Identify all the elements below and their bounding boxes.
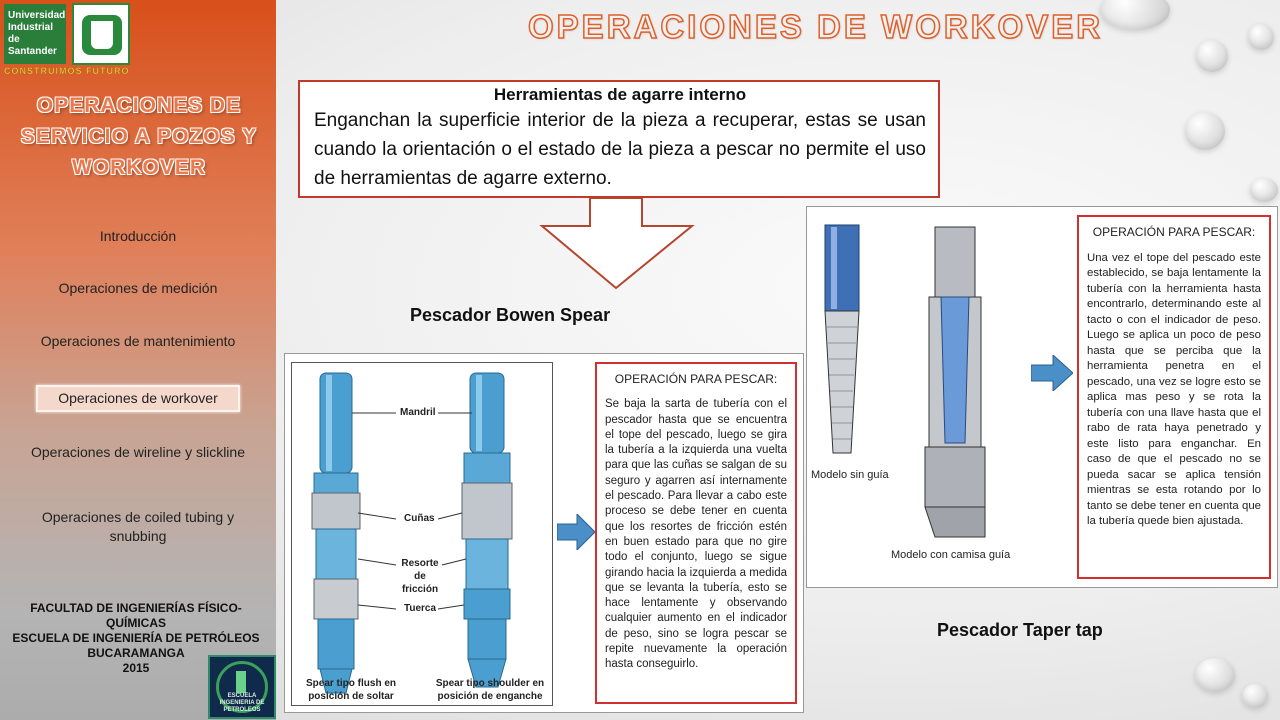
nav-item-introduccion[interactable]: Introducción	[99, 228, 177, 244]
bowen-spear-figure	[284, 353, 804, 713]
intro-heading: Herramientas de agarre interno	[493, 85, 747, 104]
water-drop	[1195, 658, 1235, 692]
nav-item-wireline[interactable]: Operaciones de wireline y slickline	[31, 444, 245, 460]
water-drop	[1185, 112, 1225, 150]
course-title: OPERACIONES DE SERVICIO A POZOS Y WORKOVER	[20, 94, 258, 179]
taper-caption: Pescador Taper tap	[937, 620, 1103, 640]
taper-tap-figure	[806, 206, 1278, 588]
tag-spear-flush: Spear tipo flush en posición de soltar	[305, 678, 396, 702]
label-modelo-con-camisa: Modelo con camisa guía	[891, 549, 1011, 561]
school-logo-text: ESCUELA INGENIERIA DE PETROLEOS	[219, 693, 265, 713]
bowen-caption: Pescador Bowen Spear	[410, 305, 611, 325]
spear-shoulder-tool	[462, 373, 512, 687]
taper-tap-illustration	[817, 217, 1007, 567]
university-emblem-icon	[72, 3, 130, 65]
intro-text: Enganchan la superficie interior de la pieza a recuperar, estas se usan cuando la orientación o el estado de la pieza a pescar no permite el uso de herramientas de agarre externo.	[314, 110, 926, 189]
label-tuerca: Tuerca	[404, 603, 437, 614]
nav-item-medicion[interactable]: Operaciones de medición	[58, 280, 218, 296]
taper-operation-box	[1077, 215, 1271, 579]
university-motto: CONSTRUIMOS FUTURO	[4, 66, 130, 76]
taper-operation-title: OPERACIÓN PARA PESCAR:	[1092, 225, 1256, 239]
bowen-operation-title: OPERACIÓN PARA PESCAR:	[614, 372, 778, 386]
taper-tap-no-guide	[825, 225, 859, 453]
sidebar	[0, 0, 276, 720]
bowen-operation-box	[595, 362, 797, 704]
nav-item-coiled-tubing[interactable]: Operaciones de coiled tubing y snubbing	[41, 509, 235, 544]
taper-operation-text: Una vez el tope del pescado este establecido, se baja lentamente la tubería con la herramienta hasta encontrarlo, determinando este al tacto o con el indicador de peso. Luego se aplica un poco de peso hasta que se perciba que la herramienta penetra en el pescado, una vez se logre esto se aplica mas peso y se rota la tubería con una llave hasta que el rabo de rata haya penetrado y este listo para enganchar. En caso de que el pescado no se pueda sacar se aplica tensión mientras se esta rotando por lo tanto se debe tener en cuenta que la tubería quede bien ajustada.	[1087, 251, 1261, 527]
water-drop	[1196, 40, 1228, 72]
right-arrow-icon	[1031, 355, 1073, 391]
university-name: Universidad Industrial de Santander	[8, 10, 66, 57]
label-resorte: Resorte de fricción	[401, 558, 439, 595]
tag-spear-shoulder: Spear tipo shoulder en posición de enganche	[435, 678, 545, 702]
intro-box	[298, 80, 940, 198]
slide-title: OPERACIONES DE WORKOVER	[528, 8, 1104, 45]
nav-item-workover[interactable]: Operaciones de workover	[36, 385, 240, 412]
nav-item-mantenimiento[interactable]: Operaciones de mantenimiento	[40, 333, 236, 349]
water-drop	[1248, 24, 1274, 50]
right-arrow-icon	[557, 514, 595, 550]
water-drop	[1242, 684, 1268, 708]
taper-tap-with-guide	[925, 227, 985, 537]
school-logo	[208, 655, 276, 719]
faculty-info: FACULTAD DE INGENIERÍAS FÍSICO-QUÍMICAS ESCUELA DE INGENIERÍA DE PETRÓLEOS BUCARAMANGA 2015	[12, 601, 260, 675]
label-modelo-sin-guia: Modelo sin guía	[811, 469, 889, 481]
label-mandril: Mandril	[400, 407, 436, 418]
down-arrow-icon	[538, 196, 698, 292]
bowen-spear-diagram	[291, 362, 553, 706]
water-drop	[1250, 178, 1278, 202]
oil-rig-icon	[236, 671, 246, 693]
university-logo	[4, 4, 66, 64]
label-cunas: Cuñas	[404, 513, 435, 524]
bowen-operation-text: Se baja la sarta de tubería con el pescador hasta que se encuentra el tope del pescado, luego se gira la tubería a la izquierda una vuelta para que las cuñas se salgan de su seguro y agarren así internamente el pescado. Para llevar a cabo este proceso se debe tener en cuenta que los resortes de fricción estén en buen estado para que no gire todo el conjunto, luego se sigue girando hacia la izquierda a medida que se levanta la tubería, esto se hace lentamente y observando cualquier aumento en el indicador de peso, sino se logra pescar se repite nuevamente la operación hasta conseguirlo.	[605, 398, 787, 671]
spear-flush-tool	[312, 373, 360, 693]
